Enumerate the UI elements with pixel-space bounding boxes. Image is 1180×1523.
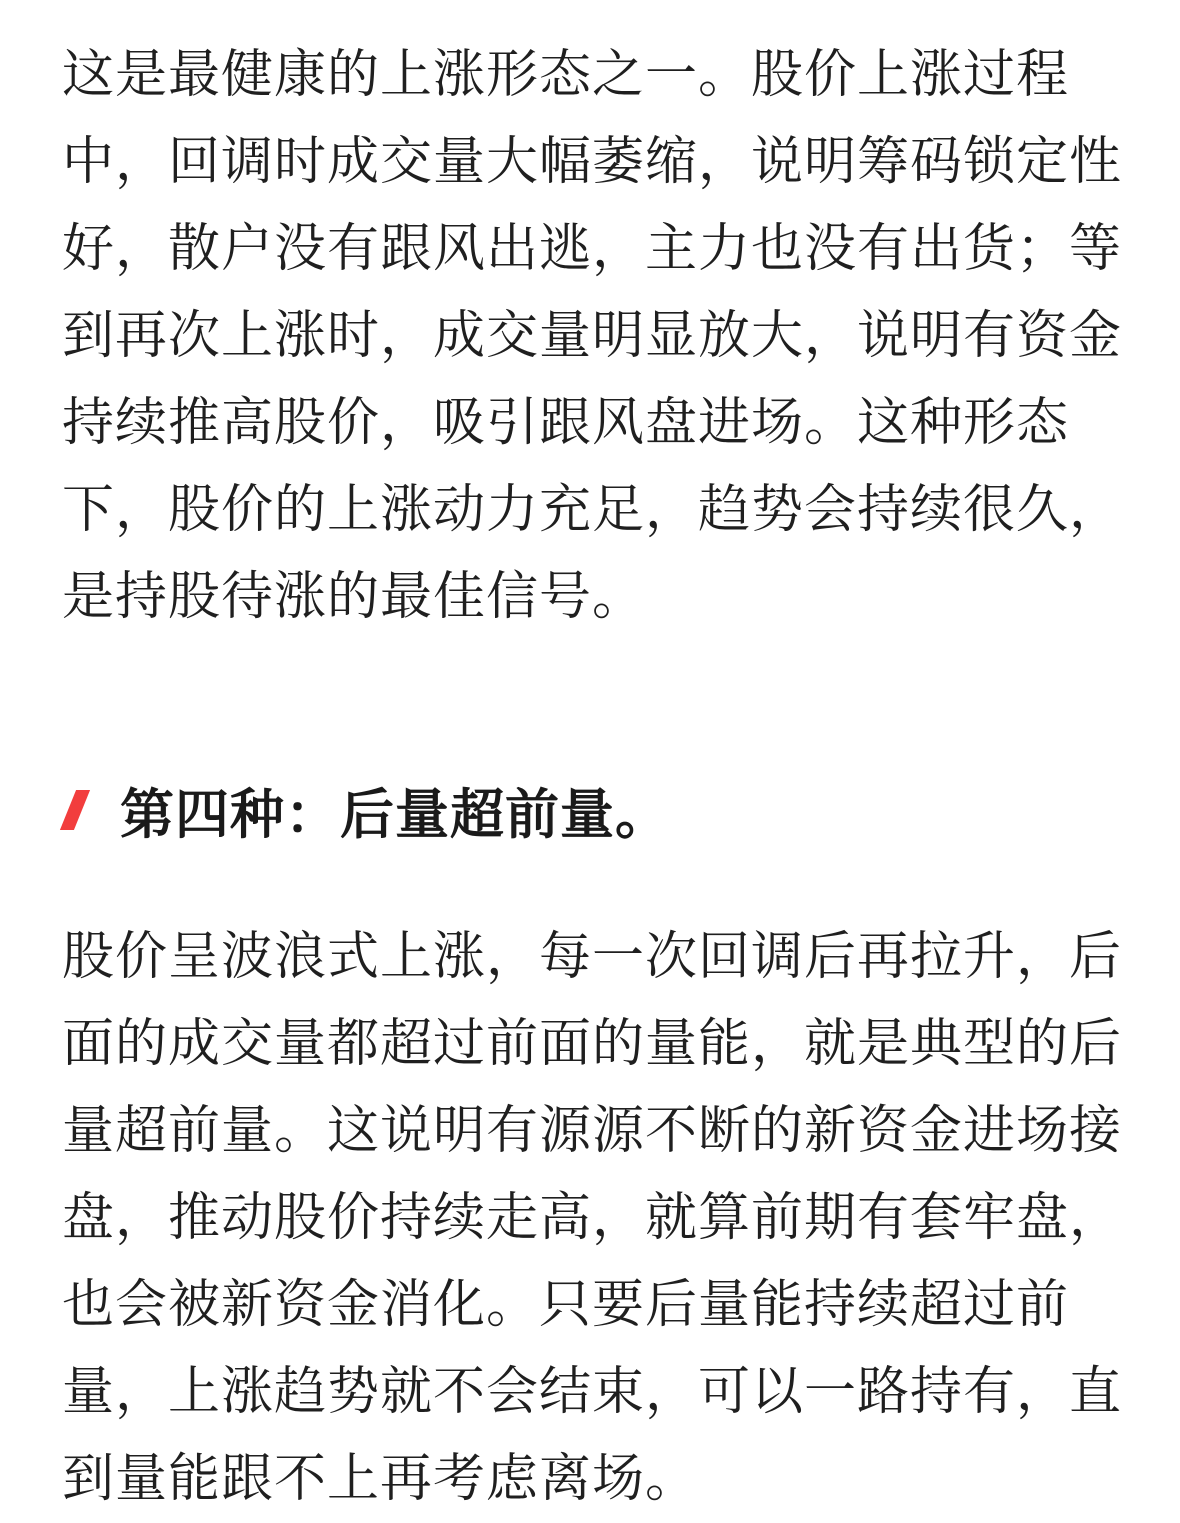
paragraph-line: 好，散户没有跟风出逃，主力也没有出货；等: [62, 219, 1123, 279]
paragraph-line: 到量能跟不上再考虑离场。: [62, 1449, 699, 1509]
paragraph-line: 也会被新资金消化。只要后量能持续超过前: [62, 1275, 1070, 1335]
paragraph-line: 量，上涨趋势就不会结束，可以一路持有，直: [62, 1362, 1123, 1422]
paragraph-line: 这是最健康的上涨形态之一。股价上涨过程: [62, 45, 1070, 105]
paragraph-upward-healthy-pattern: [62, 32, 1122, 641]
paragraph-line: 面的成交量都超过前面的量能，就是典型的后: [62, 1014, 1123, 1074]
paragraph-line: 股价呈波浪式上涨，每一次回调后再拉升，后: [62, 927, 1123, 987]
paragraph-line: 量超前量。这说明有源源不断的新资金进场接: [62, 1101, 1123, 1161]
paragraph-line: 下，股价的上涨动力充足，趋势会持续很久，: [62, 480, 1123, 540]
section-heading-title: 第四种：后量超前量。: [120, 782, 670, 846]
paragraph-line: 是持股待涨的最佳信号。: [62, 567, 646, 627]
paragraph-line: 持续推高股价，吸引跟风盘进场。这种形态: [62, 393, 1070, 453]
paragraph-later-volume-exceeds-earlier: [62, 914, 1122, 1523]
section-heading: [62, 770, 670, 850]
paragraph-line: 中，回调时成交量大幅萎缩，说明筹码锁定性: [62, 132, 1123, 192]
paragraph-line: 到再次上涨时，成交量明显放大，说明有资金: [62, 306, 1123, 366]
paragraph-line: 盘，推动股价持续走高，就算前期有套牢盘，: [62, 1188, 1123, 1248]
red-slash-accent-icon: [60, 790, 90, 830]
